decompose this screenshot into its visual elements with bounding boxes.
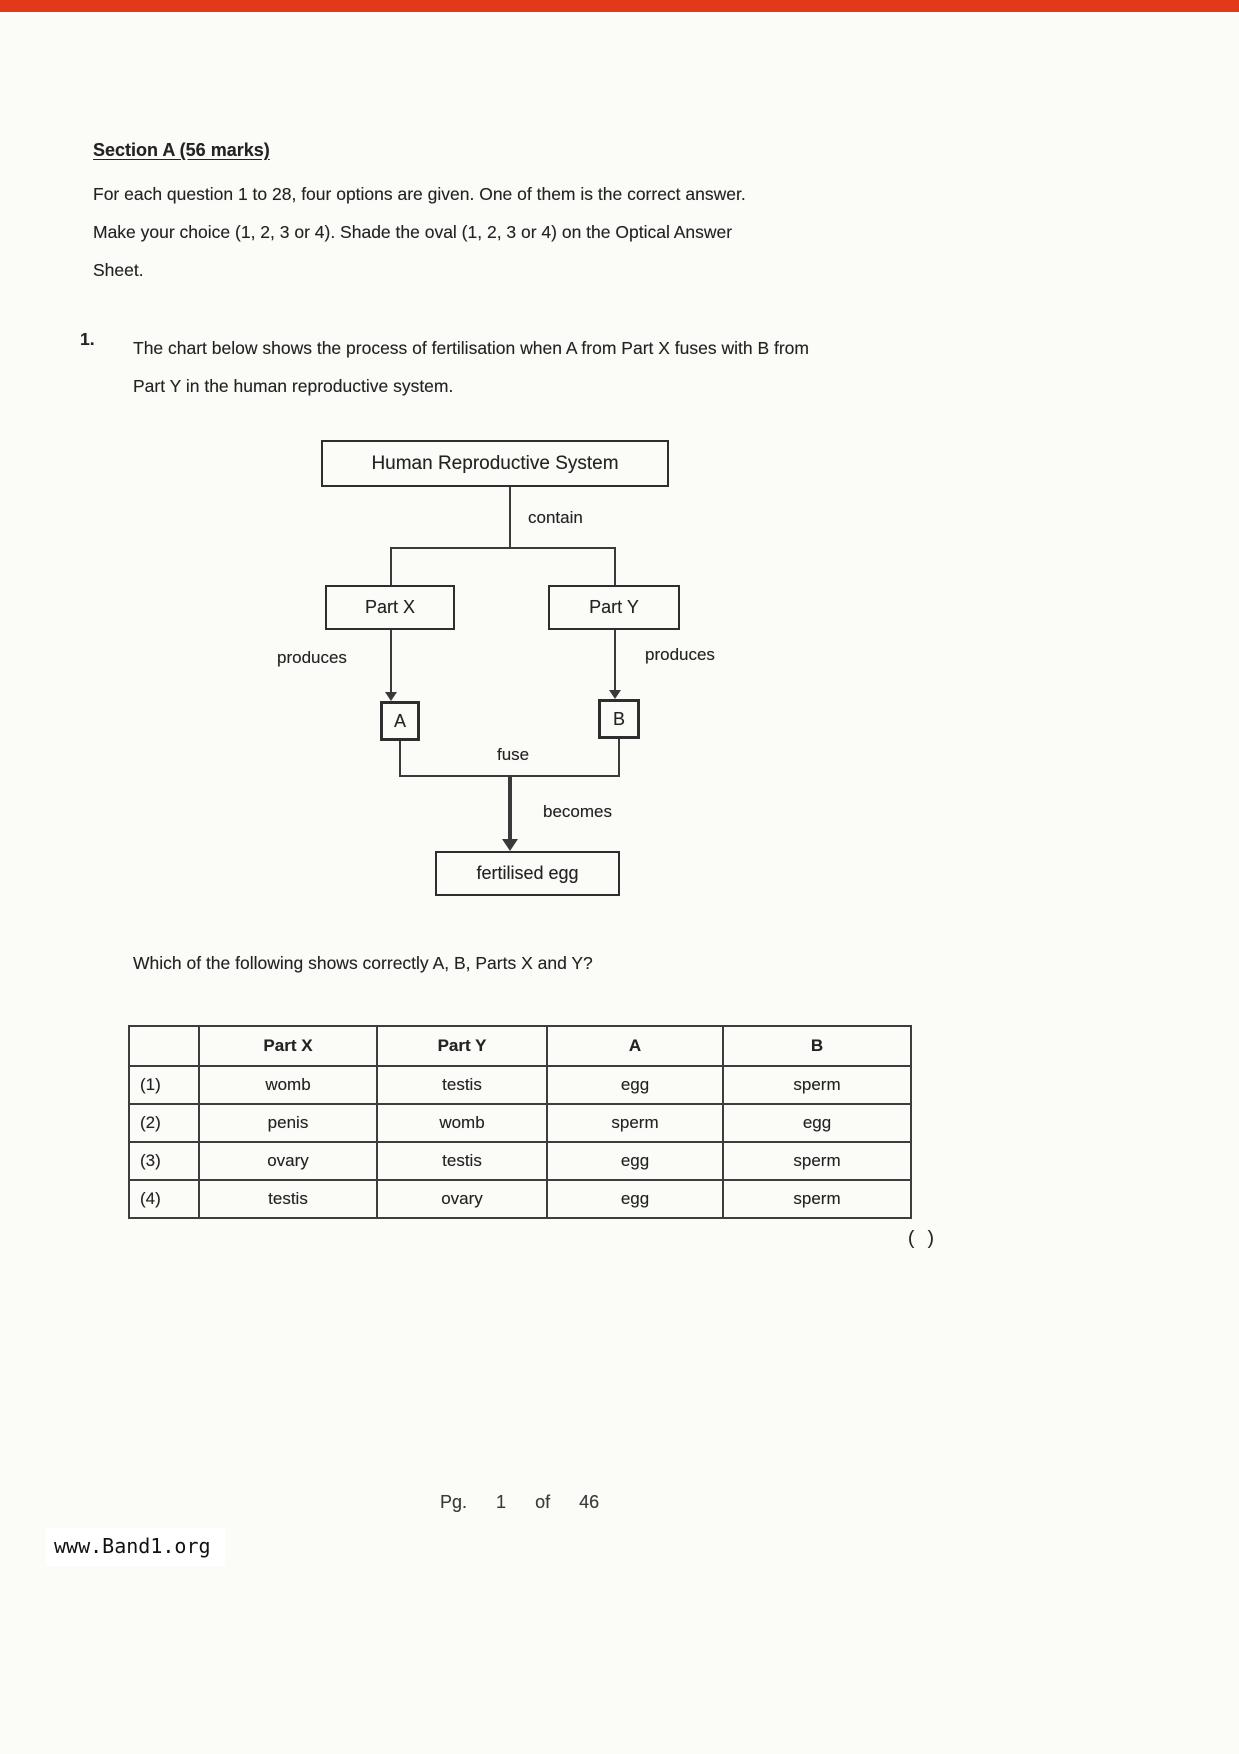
footer-page-label: Pg.: [440, 1492, 468, 1512]
table-row: [129, 1142, 911, 1180]
footer-of-label: of: [535, 1492, 551, 1512]
question-text: [133, 329, 809, 405]
footer-total-pages: 46: [579, 1492, 600, 1512]
cell-part-x: womb: [199, 1066, 377, 1104]
cell-a: sperm: [547, 1104, 723, 1142]
question-prompt: Which of the following shows correctly A, B, Parts X and Y?: [133, 953, 593, 973]
fertilisation-flowchart: [0, 440, 1239, 920]
cell-b: egg: [723, 1104, 911, 1142]
arrow-down-icon: [609, 690, 621, 699]
question-number: 1.: [80, 329, 95, 349]
cell-a: egg: [547, 1066, 723, 1104]
flowchart-node-b: [598, 699, 640, 739]
part-y-label: Part Y: [589, 597, 639, 617]
cell-part-y: testis: [377, 1142, 547, 1180]
table-row: [129, 1104, 911, 1142]
option-number: (4): [129, 1180, 199, 1218]
result-label: fertilised egg: [476, 863, 579, 883]
cell-part-y: testis: [377, 1066, 547, 1104]
produces-right-label: produces: [645, 645, 715, 664]
cell-part-x: penis: [199, 1104, 377, 1142]
header-blank: [129, 1026, 199, 1066]
cell-a: egg: [547, 1142, 723, 1180]
arrow-down-icon: [502, 839, 518, 851]
cell-part-x: ovary: [199, 1142, 377, 1180]
part-x-label: Part X: [364, 597, 416, 617]
instructions-line-3: Sheet.: [93, 260, 144, 280]
instructions-line-2: Make your choice (1, 2, 3 or 4). Shade the oval (1, 2, 3 or 4) on the Optical Answer: [93, 222, 733, 242]
connector-partx-drop: [390, 547, 392, 585]
becomes-label: becomes: [543, 802, 612, 821]
watermark-url: www.Band1.org: [46, 1528, 225, 1566]
connector-party-to-b: [614, 630, 616, 690]
instructions-line-1: For each question 1 to 28, four options are given. One of them is the correct answer.: [93, 184, 746, 204]
connector-becomes-vline: [508, 775, 512, 839]
footer-page-number: 1: [496, 1492, 507, 1512]
table-row: [129, 1066, 911, 1104]
connector-b-down: [618, 739, 620, 775]
flowchart-node-part-y: [548, 585, 680, 630]
connector-partx-to-a: [390, 630, 392, 692]
option-number: (1): [129, 1066, 199, 1104]
header-part-x: Part X: [199, 1026, 377, 1066]
node-a-label: A: [393, 710, 406, 731]
cell-a: egg: [547, 1180, 723, 1218]
produces-left-label: produces: [277, 648, 347, 667]
page-footer: [440, 1492, 623, 1513]
cell-part-x: testis: [199, 1180, 377, 1218]
connector-branch-hline: [390, 547, 616, 549]
cell-b: sperm: [723, 1066, 911, 1104]
fuse-label: fuse: [497, 745, 530, 764]
cell-part-y: ovary: [377, 1180, 547, 1218]
options-table: [128, 1025, 912, 1219]
scan-top-edge-bar: [0, 0, 1239, 12]
cell-b: sperm: [723, 1142, 911, 1180]
section-heading: Section A (56 marks): [93, 140, 270, 160]
header-b: B: [723, 1026, 911, 1066]
connector-root-vline: [509, 487, 511, 547]
table-header-row: [129, 1026, 911, 1066]
arrow-down-icon: [385, 692, 397, 701]
answer-brackets: ( ): [908, 1228, 938, 1249]
flowchart-node-part-x: [325, 585, 455, 630]
flowchart-node-a: [380, 701, 420, 741]
cell-b: sperm: [723, 1180, 911, 1218]
node-b-label: B: [612, 708, 625, 729]
flowchart-node-root-label: Human Reproductive System: [371, 452, 619, 474]
connector-a-down: [399, 741, 401, 775]
flowchart-node-root: [321, 440, 669, 487]
option-number: (2): [129, 1104, 199, 1142]
flowchart-node-result: [435, 851, 620, 896]
header-part-y: Part Y: [377, 1026, 547, 1066]
contain-label: contain: [528, 508, 583, 527]
header-a: A: [547, 1026, 723, 1066]
option-number: (3): [129, 1142, 199, 1180]
cell-part-y: womb: [377, 1104, 547, 1142]
question-text-line-2: Part Y in the human reproductive system.: [133, 376, 454, 396]
connector-party-drop: [614, 547, 616, 585]
question-text-line-1: The chart below shows the process of fertilisation when A from Part X fuses with B from: [133, 338, 809, 358]
section-instructions: [93, 175, 746, 289]
table-row: [129, 1180, 911, 1218]
